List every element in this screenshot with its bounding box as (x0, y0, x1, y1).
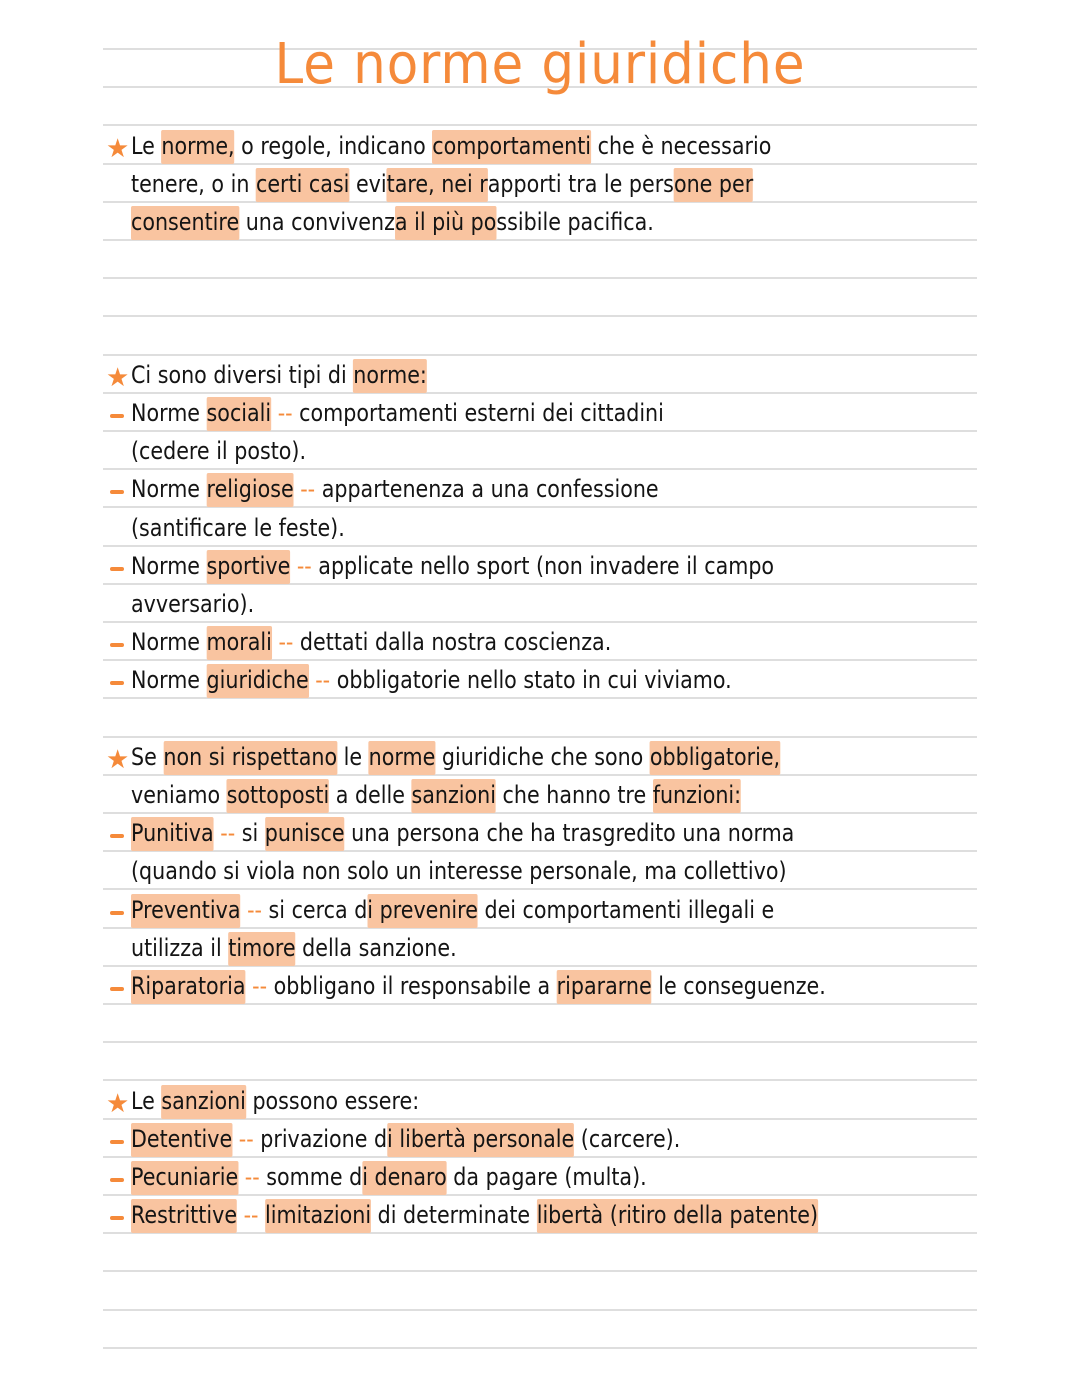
text-line (131, 432, 306, 470)
text-line (131, 547, 774, 585)
text-segment: Norme (131, 666, 207, 694)
text-segment: che hanno tre (495, 781, 653, 809)
text-line (131, 967, 826, 1005)
ruled-line (103, 1309, 977, 1311)
text-line (131, 1120, 680, 1158)
separator-dashes: -- (245, 972, 274, 1000)
text-segment: di determinate (371, 1201, 537, 1229)
dash-bullet-icon (110, 681, 124, 685)
text-segment: (cedere il posto). (131, 437, 307, 465)
text-segment: una convivenz (239, 208, 395, 236)
text-segment: Ci sono diversi tipi di (131, 361, 354, 389)
text-segment: ssibile pacifica. (496, 208, 654, 236)
highlighted-term: religiose (207, 473, 294, 507)
text-line (131, 1196, 818, 1234)
highlighted-term: timore (228, 932, 295, 966)
separator-dashes: -- (238, 1163, 267, 1191)
highlighted-term: ripararne (557, 970, 652, 1004)
ruled-line (103, 315, 977, 317)
ruled-line (103, 124, 977, 126)
separator-dashes: -- (293, 475, 322, 503)
highlighted-term: Riparatoria (131, 970, 246, 1004)
text-segment: Norme (131, 399, 207, 427)
highlighted-term: sanzioni (161, 1085, 245, 1119)
highlighted-term: sportive (207, 550, 291, 584)
text-line (131, 470, 659, 508)
separator-dashes: -- (308, 666, 337, 694)
separator-dashes: -- (290, 552, 319, 580)
highlighted-term: i libertà personale (387, 1123, 574, 1157)
text-segment: (carcere). (574, 1125, 681, 1153)
text-segment: dettati dalla nostra coscienza. (299, 628, 612, 656)
highlighted-term: i prevenire (367, 894, 478, 928)
highlighted-term: funzioni: (653, 779, 741, 813)
text-line (131, 891, 774, 929)
text-segment: a delle (329, 781, 412, 809)
highlighted-term: obbligatorie, (650, 741, 780, 775)
text-line (131, 738, 780, 776)
ruled-line (103, 277, 977, 279)
text-segment: apporti tra le pers (487, 170, 674, 198)
text-segment: applicate nello sport (non invadere il campo (318, 552, 775, 580)
text-line (131, 776, 741, 814)
text-segment: Le (131, 132, 162, 160)
text-segment: Norme (131, 628, 207, 656)
dash-bullet-icon (110, 987, 124, 991)
text-line (131, 394, 664, 432)
text-segment: una persona che ha trasgredito una norma (344, 819, 795, 847)
text-segment: possono essere: (245, 1087, 420, 1115)
highlighted-term: Restrittive (131, 1199, 237, 1233)
highlighted-term: punisce (265, 817, 345, 851)
separator-dashes: -- (237, 1201, 266, 1229)
text-segment: le (337, 743, 369, 771)
highlighted-term: sociali (207, 397, 272, 431)
highlighted-term: libertà (ritiro della patente) (537, 1199, 818, 1233)
dash-bullet-icon (110, 911, 124, 915)
highlighted-term: norme: (353, 359, 427, 393)
highlighted-term: norme (369, 741, 436, 775)
highlighted-term: sottoposti (227, 779, 330, 813)
dash-bullet-icon (110, 567, 124, 571)
star-icon: ★ (106, 1088, 130, 1118)
text-segment: da pagare (multa). (446, 1163, 647, 1191)
text-segment: obbligatorie nello stato in cui viviamo. (336, 666, 732, 694)
separator-dashes: -- (232, 1125, 261, 1153)
separator-dashes: -- (240, 896, 269, 924)
text-line (131, 814, 794, 852)
page-title: Le norme giuridiche (274, 32, 806, 97)
highlighted-term: certi casi (256, 168, 349, 202)
ruled-line (103, 1270, 977, 1272)
highlighted-term: limitazioni (265, 1199, 371, 1233)
dash-bullet-icon (110, 1178, 124, 1182)
text-segment: appartenenza a una confessione (321, 475, 659, 503)
highlighted-term: Preventiva (131, 894, 241, 928)
text-line (131, 356, 427, 394)
highlighted-term: Punitiva (131, 817, 214, 851)
dash-bullet-icon (110, 643, 124, 647)
text-segment: privazione d (260, 1125, 388, 1153)
highlighted-term: norme, (161, 130, 234, 164)
dash-bullet-icon (110, 490, 124, 494)
highlighted-term: i denaro (362, 1161, 446, 1195)
dash-bullet-icon (110, 1140, 124, 1144)
text-segment: Norme (131, 475, 207, 503)
text-line (131, 127, 771, 165)
text-segment: le conseguenze. (651, 972, 826, 1000)
text-segment: evi (349, 170, 387, 198)
text-line (131, 509, 345, 547)
text-line (131, 165, 753, 203)
text-line (131, 1082, 419, 1120)
text-line (131, 203, 654, 241)
highlighted-term: one per (674, 168, 753, 202)
text-segment: giuridiche che sono (435, 743, 650, 771)
text-segment: obbligano il responsabile a (273, 972, 557, 1000)
star-icon: ★ (106, 362, 130, 392)
text-segment: che è necessario (591, 132, 772, 160)
text-line (131, 929, 457, 967)
text-segment: si (241, 819, 265, 847)
text-line (131, 661, 732, 699)
highlighted-term: morali (207, 626, 272, 660)
text-segment: si cerca d (268, 896, 368, 924)
text-segment: somme d (266, 1163, 363, 1191)
text-line (131, 585, 254, 623)
highlighted-term: Detentive (131, 1123, 232, 1157)
star-icon: ★ (106, 133, 130, 163)
separator-dashes: -- (271, 628, 300, 656)
text-segment: dei comportamenti illegali e (477, 896, 775, 924)
text-segment: o regole, indicano (234, 132, 433, 160)
dash-bullet-icon (110, 834, 124, 838)
text-segment: utilizza il (131, 934, 229, 962)
highlighted-term: giuridiche (207, 664, 309, 698)
separator-dashes: -- (213, 819, 242, 847)
dash-bullet-icon (110, 1216, 124, 1220)
text-segment: della sanzione. (295, 934, 457, 962)
text-line (131, 623, 611, 661)
highlighted-term: a il più po (395, 206, 496, 240)
ruled-line (103, 1041, 977, 1043)
highlighted-term: tare, nei r (387, 168, 488, 202)
text-line (131, 852, 787, 890)
separator-dashes: -- (271, 399, 300, 427)
text-segment: comportamenti esterni dei cittadini (299, 399, 664, 427)
star-icon: ★ (106, 744, 130, 774)
highlighted-term: non si rispettano (163, 741, 337, 775)
highlighted-term: consentire (131, 206, 239, 240)
highlighted-term: comportamenti (432, 130, 591, 164)
text-segment: veniamo (131, 781, 227, 809)
text-segment: tenere, o in (131, 170, 256, 198)
text-segment: (santificare le feste). (131, 514, 345, 542)
ruled-line (103, 1347, 977, 1349)
dash-bullet-icon (110, 414, 124, 418)
text-segment: (quando si viola non solo un interesse personale, ma collettivo) (131, 857, 787, 885)
ruled-line (103, 1079, 977, 1081)
text-line (131, 1158, 647, 1196)
text-segment: Se (131, 743, 164, 771)
highlighted-term: Pecuniarie (131, 1161, 238, 1195)
text-segment: Le (131, 1087, 162, 1115)
text-segment: Norme (131, 552, 207, 580)
highlighted-term: sanzioni (411, 779, 495, 813)
text-segment: avversario). (131, 590, 255, 618)
